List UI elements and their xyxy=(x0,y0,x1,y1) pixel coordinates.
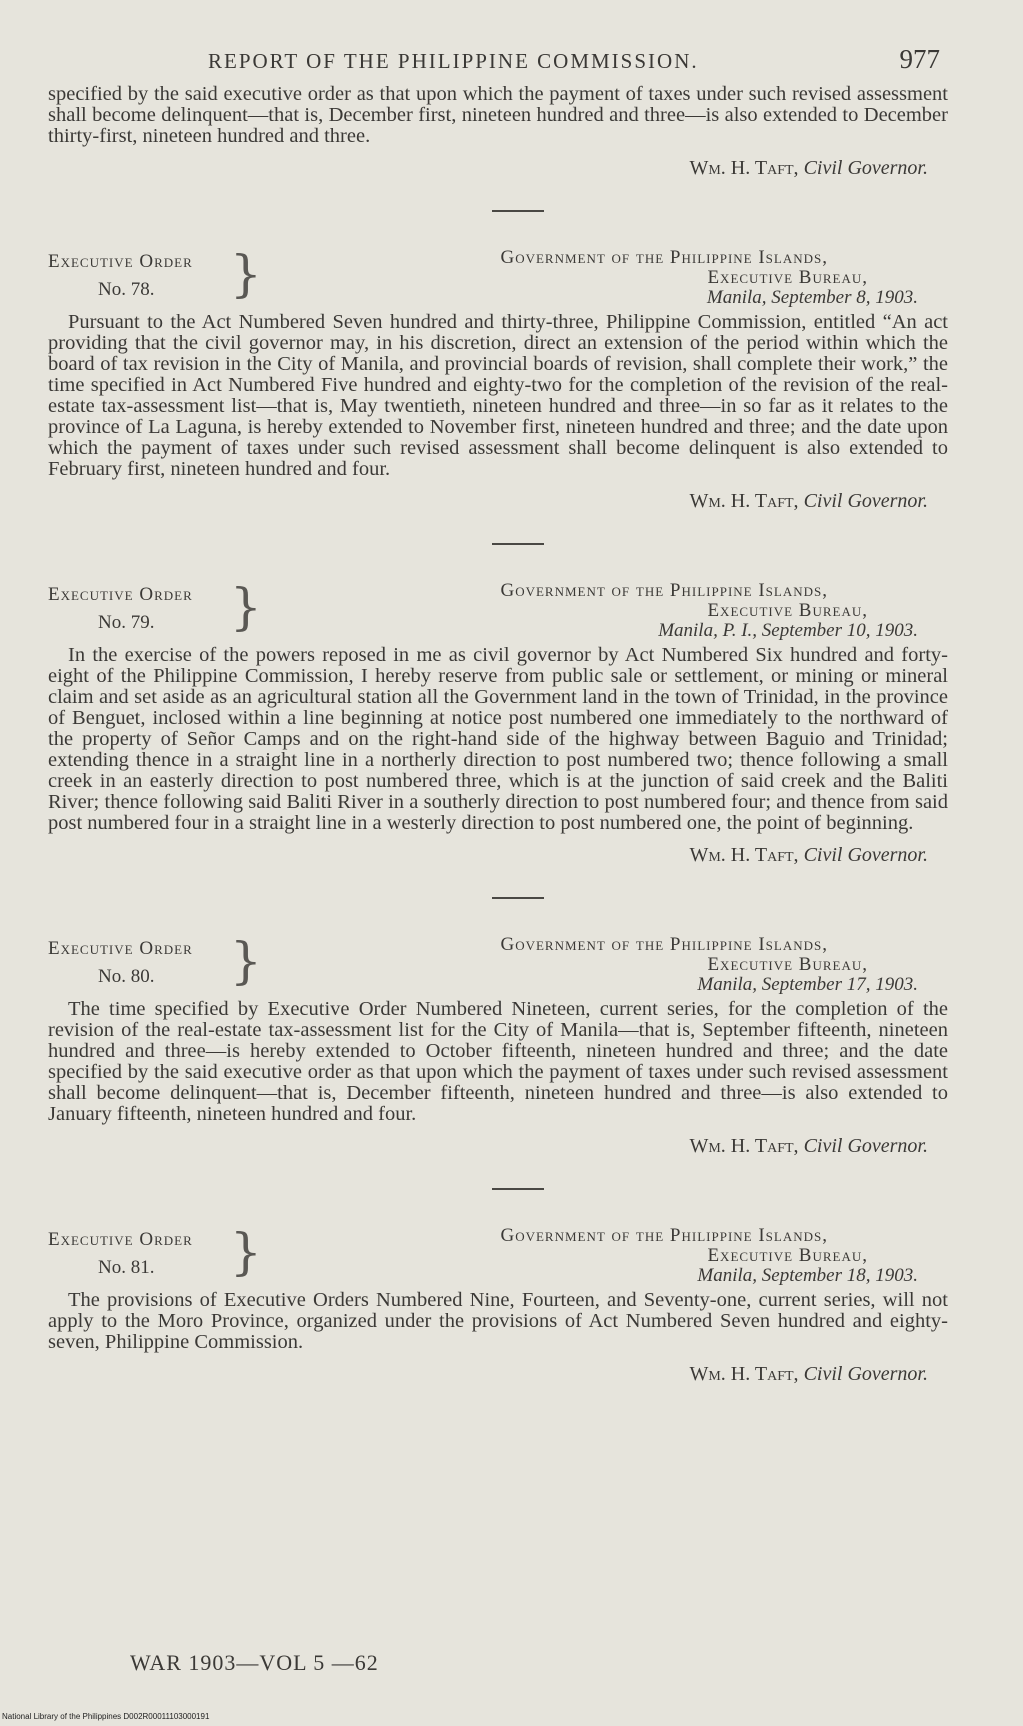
brace-mark: } xyxy=(230,1223,262,1281)
issuer-place-date: Manila, September 17, 1903. xyxy=(697,974,918,995)
issuer-government: Government of the Philippine Islands, xyxy=(500,934,828,955)
section-separator xyxy=(492,1188,544,1190)
issuer-block xyxy=(246,248,948,308)
order-header xyxy=(48,1223,948,1290)
order-text: The provisions of Executive Orders Numbered Nine, Fourteen, and Seventy-one, current series, will not apply to the Moro Province, organized under the provisions of Act Numbered Seven hundred and eighty-seven, Philippine Commission. xyxy=(48,1289,948,1353)
issuer-block xyxy=(246,935,948,995)
order-header xyxy=(48,578,948,645)
executive-order-78 xyxy=(48,245,948,513)
brace-mark: } xyxy=(230,578,262,636)
signature-title: Civil Governor. xyxy=(803,1135,928,1157)
issuer-government: Government of the Philippine Islands, xyxy=(500,580,828,601)
order-header xyxy=(48,245,948,312)
signature-title: Civil Governor. xyxy=(803,157,928,179)
issuer-block xyxy=(246,581,948,641)
order-number: No. 79. xyxy=(98,612,155,633)
page-content xyxy=(48,44,948,1386)
brace-mark: } xyxy=(230,932,262,990)
executive-order-80 xyxy=(48,932,948,1158)
signature-name: Wm. H. Taft, xyxy=(689,157,799,179)
issuer-block xyxy=(246,1226,948,1286)
order-label xyxy=(48,935,230,991)
issuer-bureau: Executive Bureau, xyxy=(707,954,868,975)
executive-order-81 xyxy=(48,1223,948,1386)
signature-name: Wm. H. Taft, xyxy=(689,1135,799,1157)
issuer-bureau: Executive Bureau, xyxy=(707,1245,868,1266)
brace-mark: } xyxy=(230,245,262,303)
signature-name: Wm. H. Taft, xyxy=(689,1363,799,1385)
issuer-place-date: Manila, P. I., September 10, 1903. xyxy=(658,620,918,641)
signature-title: Civil Governor. xyxy=(803,490,928,512)
order-signature xyxy=(48,1135,928,1158)
executive-order-79 xyxy=(48,578,948,867)
order-label-text: Executive Order xyxy=(48,584,193,605)
signature-title: Civil Governor. xyxy=(803,1363,928,1385)
signature-name: Wm. H. Taft, xyxy=(689,844,799,866)
issuer-place-date: Manila, September 18, 1903. xyxy=(697,1265,918,1286)
order-text: In the exercise of the powers reposed in me as civil governor by Act Numbered Six hundred and forty-eight of the Philippine Commission, I hereby reserve from public sale or settlement, or mining or mineral claim and set aside as an agricultural station all the Government land in the town of Trinidad, in the province of Benguet, inclosed within a line beginning at notice post numbered one immediately to the northward of the property of Señor Camps and on the right-hand side of the highway between Baguio and Trinidad; extending thence in a straight line in a northerly direction to post numbered two; thence following a small creek in an easterly direction to post numbered three, which is at the junction of said creek and the Baliti River; thence following said Baliti River in a southerly direction to post numbered four; and thence from said post numbered four in a straight line in a westerly direction to post numbered one, the point of beginning. xyxy=(48,644,948,834)
section-separator xyxy=(492,897,544,899)
issuer-place-date: Manila, September 8, 1903. xyxy=(706,287,918,308)
intro-signature xyxy=(48,157,928,180)
issuer-bureau: Executive Bureau, xyxy=(707,600,868,621)
order-text: Pursuant to the Act Numbered Seven hundred and thirty-three, Philippine Commission, entitled “An act providing that the civil governor may, in his discretion, direct an extension of the period within which the board of tax revision in the City of Manila, and provincial boards of revision, shall complete their work,” the time specified in Act Numbered Five hundred and eighty-two for the completion of the revision of the real-estate tax-assessment list—that is, May twentieth, nineteen hundred and three—in so far as it relates to the province of La Laguna, is hereby extended to November first, nineteen hundred and three; and the date upon which the payment of taxes under such revised assessment shall become delinquent is also extended to February first, nineteen hundred and four. xyxy=(48,311,948,480)
order-number: No. 81. xyxy=(98,1257,155,1278)
order-signature xyxy=(48,844,928,867)
running-title: REPORT OF THE PHILIPPINE COMMISSION. xyxy=(208,49,699,73)
running-head xyxy=(48,44,948,84)
order-number: No. 78. xyxy=(98,279,155,300)
order-label xyxy=(48,248,230,304)
order-label-text: Executive Order xyxy=(48,251,193,272)
order-label xyxy=(48,1226,230,1282)
page-number: 977 xyxy=(899,44,940,74)
section-separator xyxy=(492,543,544,545)
issuer-bureau: Executive Bureau, xyxy=(707,267,868,288)
order-header xyxy=(48,932,948,999)
signature-title: Civil Governor. xyxy=(803,844,928,866)
order-signature xyxy=(48,490,928,513)
intro-paragraph: specified by the said executive order as that upon which the payment of taxes under such revised assessment shall become delinquent—that is, December first, nineteen hundred and three—is also extended to December thirty-first, nineteen hundred and three. xyxy=(48,83,948,147)
issuer-government: Government of the Philippine Islands, xyxy=(500,247,828,268)
signature-name: Wm. H. Taft, xyxy=(689,490,799,512)
section-separator xyxy=(492,210,544,212)
order-signature xyxy=(48,1363,928,1386)
signature-mark: WAR 1903—VOL 5 —62 xyxy=(130,1650,379,1675)
order-number: No. 80. xyxy=(98,966,155,987)
issuer-government: Government of the Philippine Islands, xyxy=(500,1225,828,1246)
order-label xyxy=(48,581,230,637)
order-label-text: Executive Order xyxy=(48,938,193,959)
library-credit: National Library of the Philippines D002R00011103000191 xyxy=(2,1712,210,1721)
order-label-text: Executive Order xyxy=(48,1229,193,1250)
order-text: The time specified by Executive Order Numbered Nineteen, current series, for the completion of the revision of the real-estate tax-assessment list for the City of Manila—that is, September fifteenth, nineteen hundred and three—is hereby extended to October fifteenth, nineteen hundred and three; and the date specified by the said executive order as that upon which the payment of taxes under such revised assessment shall become delinquent—that is, December fifteenth, nineteen hundred and three—is also extended to January fifteenth, nineteen hundred and four. xyxy=(48,998,948,1125)
